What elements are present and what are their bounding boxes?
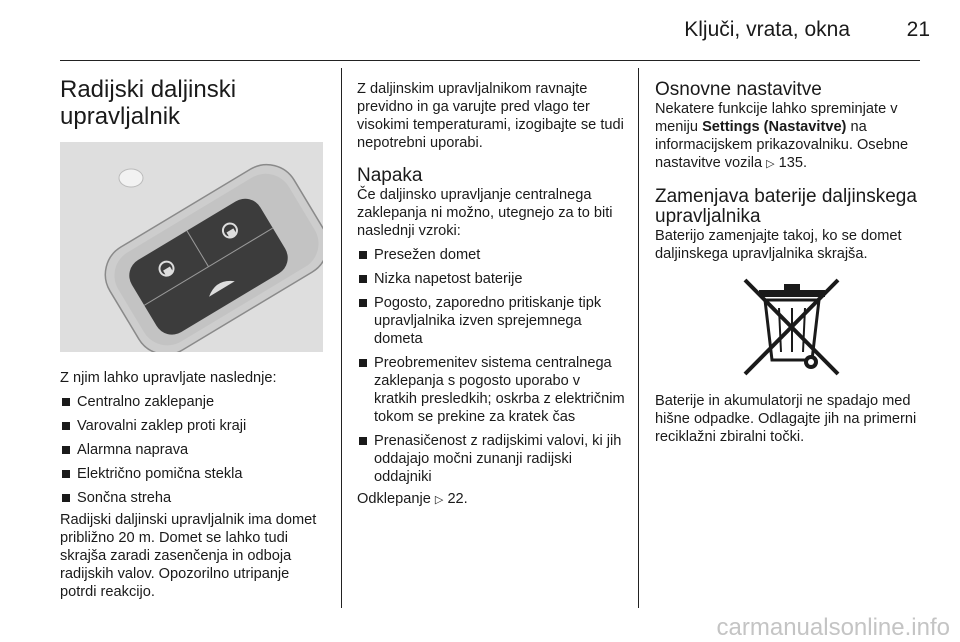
function-list bbox=[60, 393, 325, 507]
crossed-out-wheelie-bin-icon bbox=[739, 276, 844, 378]
list-item: Alarmna naprava bbox=[60, 441, 325, 459]
unlock-reference bbox=[357, 490, 627, 509]
battery-paragraph: Baterijo zamenjajte takoj, ko se domet daljinskega upravljalnika skrajša. bbox=[655, 228, 902, 262]
settings-heading: Osnovne nastavitve bbox=[655, 79, 822, 100]
page-number: 21 bbox=[906, 18, 930, 41]
list-item: Prenasičenost z radijskimi valovi, ki jih oddajajo močni zunanji radijski oddajniki bbox=[357, 432, 627, 486]
column-3 bbox=[655, 80, 930, 446]
header-rule bbox=[60, 60, 920, 61]
page-reference-link[interactable]: 135. bbox=[778, 155, 808, 171]
list-item: Varovalni zaklep proti kraji bbox=[60, 417, 325, 435]
column-1 bbox=[60, 76, 325, 601]
disposal-paragraph: Baterije in akumulatorji ne spadajo med hišne odpadke. Odlagajte jih na primerni reciklažni zbiralni točki. bbox=[655, 393, 917, 445]
care-paragraph: Z daljinskim upravljalnikom ravnajte previdno in ga varujte pred vlago ter visokimi temperaturami, izogibajte se tudi nepotrebni uporabi. bbox=[357, 81, 624, 151]
cause-list bbox=[357, 246, 627, 486]
list-item: Nizka napetost baterije bbox=[357, 270, 627, 288]
list-item: Sončna streha bbox=[60, 489, 325, 507]
column-2 bbox=[357, 80, 627, 509]
watermark: carmanualsonline.info bbox=[716, 614, 950, 641]
list-item: Presežen domet bbox=[357, 246, 627, 264]
fault-heading: Napaka bbox=[357, 165, 423, 186]
fault-intro: Če daljinsko upravljanje centralnega zaklepanja ni možno, utegnejo za to biti naslednji vzroki: bbox=[357, 187, 613, 239]
settings-text-continued: na informacijskem prikazovalniku. Osebne nastavitve vozila bbox=[655, 119, 909, 171]
list-item: Električno pomična stekla bbox=[60, 465, 325, 483]
battery-heading: Zamenjava baterije daljinskega upravljalnika bbox=[655, 186, 917, 227]
settings-text: Nekatere funkcije lahko spreminjate v meniju bbox=[655, 101, 898, 135]
unlock-label: Odklepanje bbox=[357, 491, 431, 507]
intro-text: Z njim lahko upravljate naslednje: bbox=[60, 370, 277, 386]
arrow-reference-icon: ▷ bbox=[766, 157, 775, 170]
list-item: Centralno zaklepanje bbox=[60, 393, 325, 411]
range-paragraph: Radijski daljinski upravljalnik ima domet približno 20 m. Domet se lahko tudi skrajša zaradi zasenčenja in odboja radijskih valov. Opozorilno utripanje potrdi reakcijo. bbox=[60, 512, 317, 600]
running-header-title: Ključi, vrata, okna bbox=[684, 18, 850, 41]
settings-paragraph bbox=[655, 100, 930, 173]
column-divider-1 bbox=[341, 68, 342, 608]
settings-menu-name: Settings (Nastavitve) bbox=[702, 119, 847, 135]
page-reference-link[interactable]: 22. bbox=[447, 491, 468, 507]
list-item: Pogosto, zaporedno pritiskanje tipk upravljalnika izven sprejemnega dometa bbox=[357, 294, 627, 348]
column-divider-2 bbox=[638, 68, 639, 608]
arrow-reference-icon: ▷ bbox=[434, 493, 444, 506]
key-fob-image bbox=[60, 142, 323, 352]
list-item: Preobremenitev sistema centralnega zaklepanja s pogosto uporabo v kratkih presledkih; oskrba z električnim tokom se prekine za kratek čas bbox=[357, 354, 627, 426]
section-title: Radijski daljinski upravljalnik bbox=[60, 76, 237, 130]
